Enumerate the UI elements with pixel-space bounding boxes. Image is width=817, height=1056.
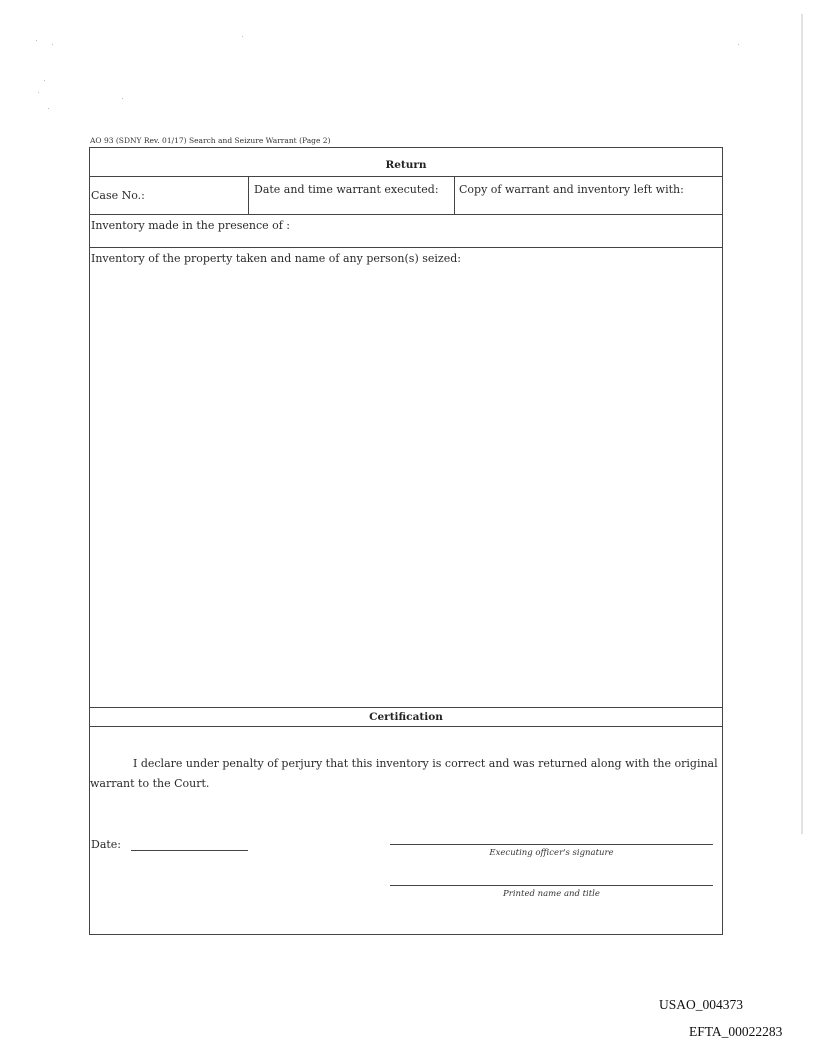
certification-title: Certification: [369, 711, 443, 723]
divider: [90, 707, 722, 708]
form-header: AO 93 (SDNY Rev. 01/17) Search and Seizure Warrant (Page 2): [90, 136, 331, 145]
case-no-label: Case No.:: [91, 189, 145, 202]
divider: [90, 214, 722, 215]
bates-number-usao: USAO_004373: [659, 997, 744, 1012]
scan-speck: [36, 40, 37, 41]
copy-left-with-label: Copy of warrant and inventory left with:: [459, 183, 684, 196]
date-time-executed-label: Date and time warrant executed:: [254, 183, 439, 196]
divider: [454, 176, 455, 214]
scan-speck: [52, 44, 53, 45]
scan-edge-shadow: [801, 14, 803, 834]
scan-speck: [38, 92, 39, 93]
warrant-return-form: [89, 147, 723, 935]
date-label: Date:: [91, 838, 122, 851]
declaration-text: I declare under penalty of perjury that this inventory is correct and was returned along with the original warrant to the Court.: [90, 757, 718, 790]
inventory-label: Inventory of the property taken and name of any person(s) seized:: [91, 252, 461, 265]
scan-speck: [48, 108, 49, 109]
scan-speck: [44, 80, 45, 81]
divider: [90, 726, 722, 727]
date-line: [131, 850, 248, 851]
bates-number-efta: EFTA_00022283: [689, 1024, 783, 1039]
return-title: Return: [385, 159, 427, 171]
scan-speck: [242, 36, 243, 37]
divider: [90, 176, 722, 177]
signature-caption: Executing officer's signature: [489, 848, 614, 858]
printed-name-line: [390, 885, 713, 886]
divider: [248, 176, 249, 214]
divider: [90, 247, 722, 248]
presence-label: Inventory made in the presence of :: [91, 219, 291, 232]
scan-speck: [122, 98, 123, 99]
printed-name-caption: Printed name and title: [503, 889, 600, 899]
signature-line: [390, 844, 713, 845]
scan-speck: [738, 44, 739, 45]
